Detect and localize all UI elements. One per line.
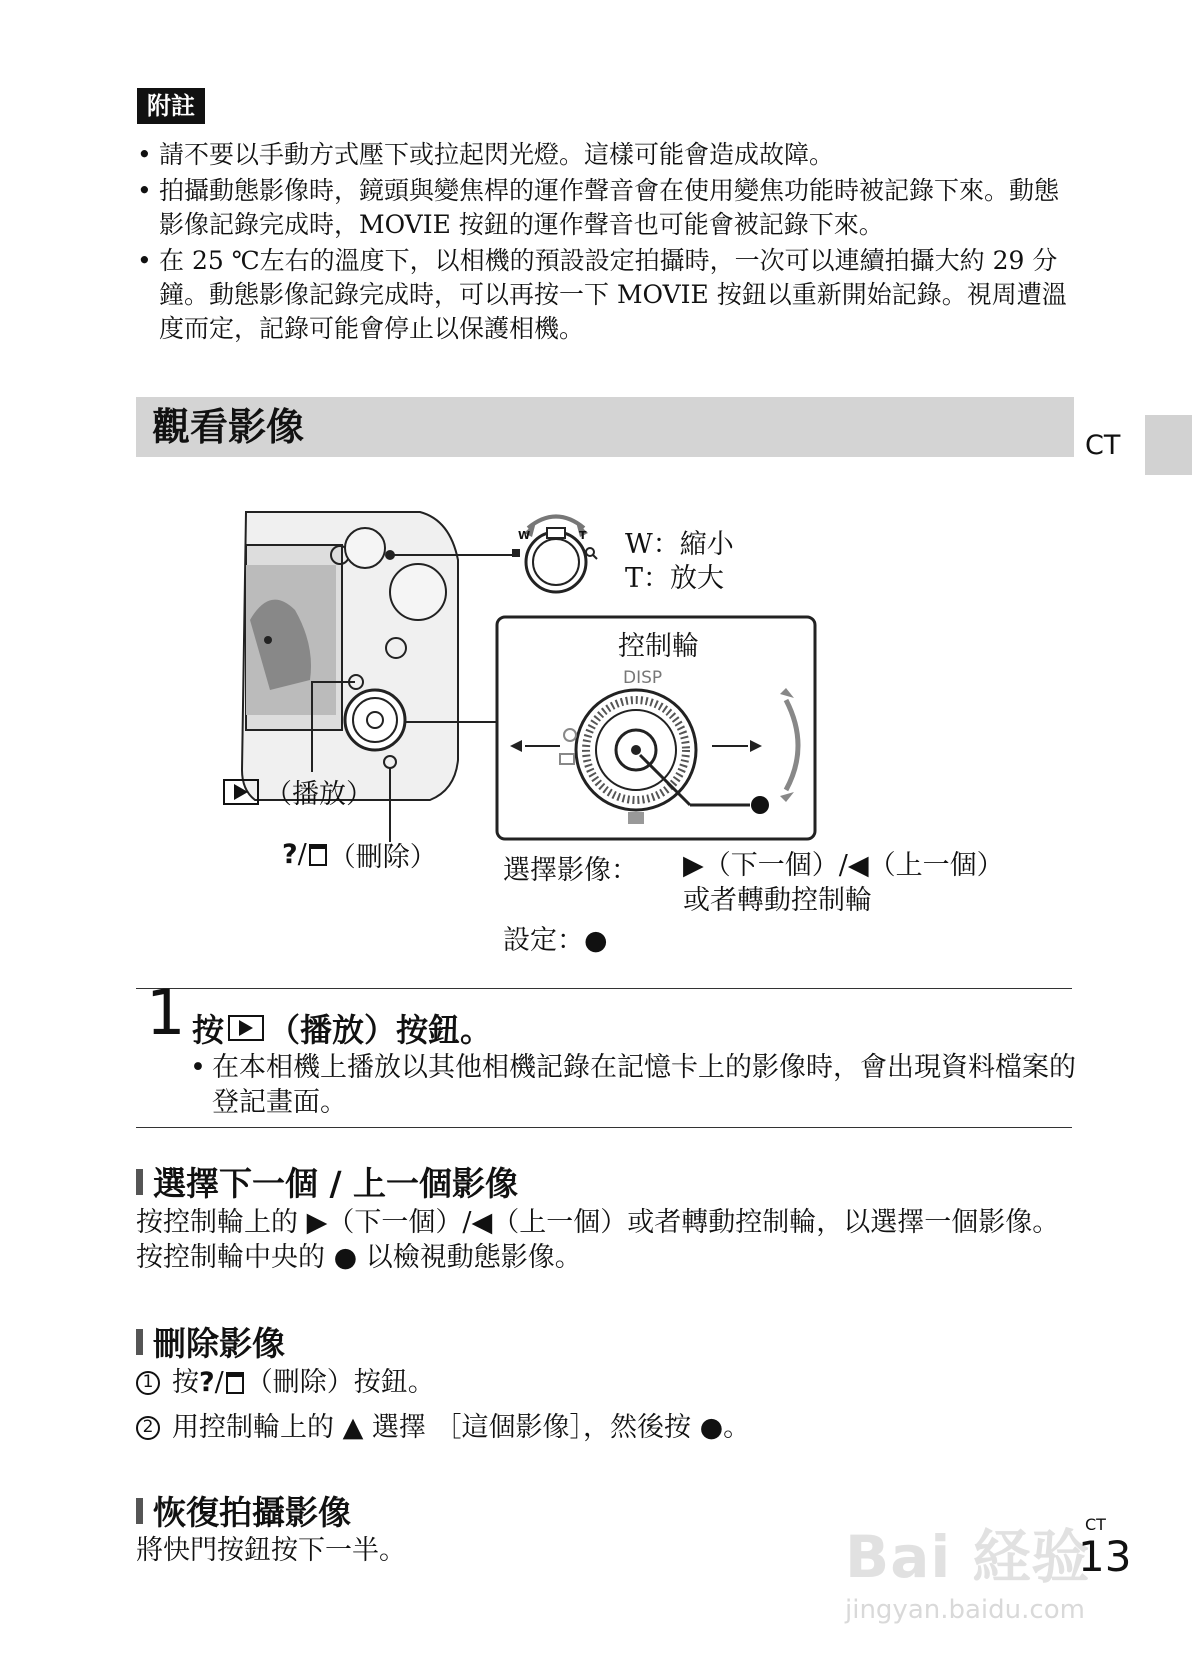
delete-step-2 [136,1410,1076,1445]
subheading-select-image [136,1158,518,1205]
select-image-line: 或者轉動控制輪 [683,885,872,916]
baidu-watermark-url: jingyan.baidu.com [845,1595,1085,1625]
baidu-watermark: Bai 経验 [845,1523,1091,1591]
delete-separator: / [214,1367,224,1398]
subheading-text: 恢復拍攝影像 [153,1493,351,1532]
set-label: 設定：● [503,925,608,956]
playback-icon [223,779,259,805]
zoom-in-label: T：放大 [625,563,725,594]
control-wheel-title: 控制輪 [618,631,699,662]
playback-label: （播放） [265,779,373,810]
subheading-delete-image [136,1318,285,1365]
help-icon: ? [282,839,298,870]
note-item: • 請不要以手動方式壓下或拉起閃光燈。這樣可能會造成故障。 [137,138,1077,172]
trash-icon [226,1372,244,1394]
delete-button-callout [282,835,437,874]
resume-paragraph: 將快門按鈕按下一半。 [136,1535,406,1566]
zoom-w-mark: W [518,529,531,542]
zoom-out-label: W：縮小 [625,529,734,560]
playback-button-callout [223,772,373,811]
footer-language: CT [1085,1515,1106,1534]
select-image-line: ▶（下一個）/◀（上一個） [683,850,1004,881]
delete-separator: / [297,839,307,870]
step-title [192,1005,492,1051]
select-image-paragraph: 按控制輪上的 ▶（下一個）/◀（上一個）或者轉動控制輪，以選擇一個影像。按控制輪中央的 ● 以檢視動態影像。 [136,1207,1060,1273]
step-title-prefix: 按 [192,1011,225,1049]
subheading-resume-shooting [136,1487,351,1534]
zoom-legend [625,528,734,596]
note-badge: 附註 [137,88,205,124]
step-number: 1 [146,976,186,1049]
step-note: • 在本相機上播放以其他相機記錄在記憶卡上的影像時，會出現資料檔案的登記畫面。 [190,1050,1092,1120]
section-title: 觀看影像 [152,405,305,449]
zoom-lever-icon [512,517,597,593]
playback-icon [228,1015,264,1041]
note-item: • 在 25 ℃左右的溫度下，以相機的預設設定拍攝時，一次可以連續拍攝大約 29 分鐘。動態影像記錄完成時，可以再按一下 MOVIE 按鈕以重新開始記錄。視周遭溫度而定，記錄可能會停止以保護相機。 [137,244,1077,346]
trash-icon [309,844,327,866]
disp-label: DISP [623,668,663,688]
page-number: 13 [1078,1532,1132,1581]
divider [136,988,1072,989]
subheading-text: 選擇下一個 / 上一個影像 [153,1164,519,1203]
delete-label: （刪除） [328,842,437,873]
subheading-text: 刪除影像 [153,1324,285,1363]
heading-marker [136,1169,143,1195]
step-circle: 2 [136,1416,160,1440]
delete-step-1 [136,1365,1076,1400]
select-image-label: 選擇影像： [503,855,638,886]
zoom-t-mark: T [579,529,587,542]
note-item: • 拍攝動態影像時，鏡頭與變焦桿的運作聲音會在使用變焦功能時被記錄下來。動態影像記錄完成時，MOVIE 按鈕的運作聲音也可能會被記錄下來。 [137,174,1077,242]
delete-step-text: 用控制輪上的 ▲ 選擇 ［這個影像］，然後按 ●。 [172,1412,751,1443]
divider [136,1127,1072,1128]
help-icon: ? [199,1367,215,1398]
delete-step-text: 按 [172,1367,199,1398]
language-tab-label: CT [1085,430,1121,461]
heading-marker [136,1498,143,1524]
heading-marker [136,1329,143,1355]
delete-step-text: （刪除）按鈕。 [245,1367,435,1398]
select-image-instructions [683,848,1004,918]
step-circle: 1 [136,1371,160,1395]
step-title-suffix: （播放）按鈕。 [268,1011,493,1049]
